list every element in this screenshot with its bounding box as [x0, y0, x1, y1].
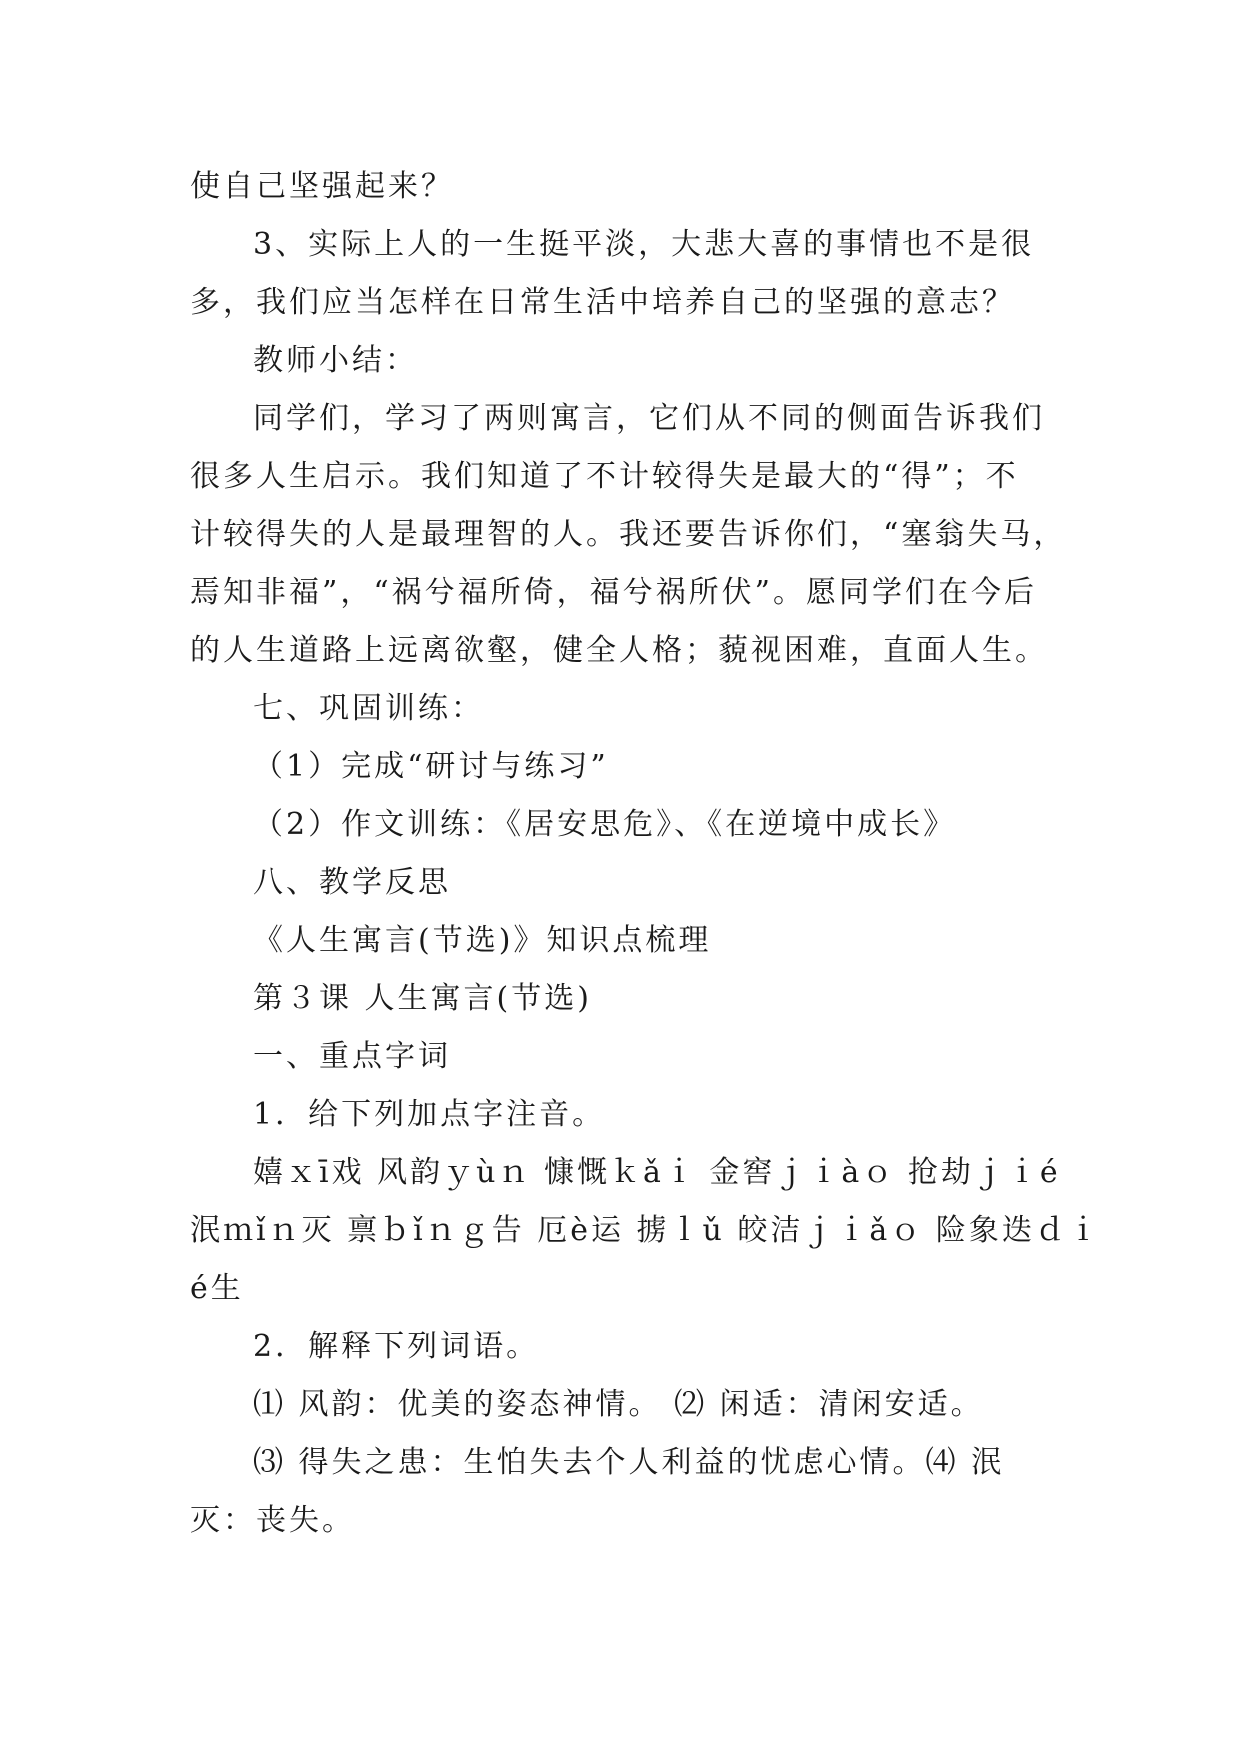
pinyin-line: 泯ｍǐｎ灭 禀ｂǐｎｇ告 厄è运 掳ｌǔ 皎洁ｊｉǎｏ 险象迭ｄｉ: [190, 1213, 1101, 1248]
list-item: （2）作文训练：《居安思危》、《在逆境中成长》: [253, 807, 957, 842]
section-heading: 七、巩固训练：: [253, 691, 484, 726]
definition-line: 灭：丧失。: [190, 1503, 355, 1538]
text-line: 3、实际上人的一生挺平淡，大悲大喜的事情也不是很: [253, 227, 1035, 262]
definition-line: ⑶ 得失之患：生怕失去个人利益的忧虑心情。⑷ 泯: [253, 1445, 1005, 1480]
section-heading: 一、重点字词: [253, 1039, 451, 1074]
lesson-title: 第３课 人生寓言(节选): [253, 981, 592, 1016]
text-line: 焉知非福”，“祸兮福所倚，福兮祸所伏”。愿同学们在今后: [190, 575, 1038, 610]
document-body: [190, 158, 1101, 1550]
question-line: 1．给下列加点字注音。: [253, 1097, 606, 1132]
list-item: （1）完成“研讨与练习”: [253, 749, 609, 784]
text-line: 同学们，学习了两则寓言，它们从不同的侧面告诉我们: [253, 401, 1045, 436]
text-line: 很多人生启示。我们知道了不计较得失是最大的“得”；不: [190, 459, 1019, 494]
section-heading: 教师小结：: [253, 343, 418, 378]
text-line: 计较得失的人是最理智的人。我还要告诉你们，“塞翁失马，: [190, 517, 1067, 552]
pinyin-line: é生: [190, 1271, 244, 1306]
definition-line: ⑴ 风韵：优美的姿态神情。 ⑵ 闲适：清闲安适。: [253, 1387, 984, 1422]
document-title: 《人生寓言(节选)》知识点梳理: [253, 923, 712, 958]
text-line: 使自己坚强起来？: [190, 169, 454, 204]
text-line: 多，我们应当怎样在日常生活中培养自己的坚强的意志？: [190, 285, 1015, 320]
question-line: 2．解释下列词语。: [253, 1329, 540, 1364]
text-line: 的人生道路上远离欲壑，健全人格；藐视困难，直面人生。: [190, 633, 1048, 668]
pinyin-line: 嬉ｘī戏 风韵ｙùｎ 慷慨ｋǎｉ 金窖ｊｉàｏ 抢劫ｊｉé: [253, 1155, 1061, 1190]
section-heading: 八、教学反思: [253, 865, 451, 900]
